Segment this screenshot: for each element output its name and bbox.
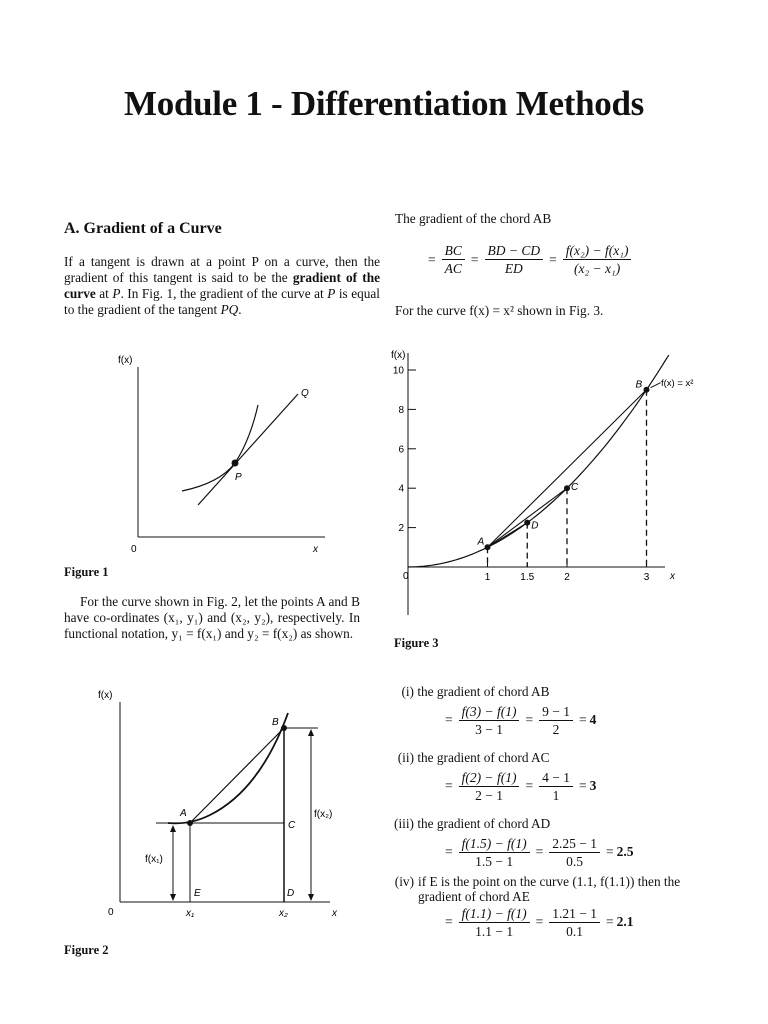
calc-num2: 2.25 − 1 (549, 836, 600, 853)
fig3-point-label: D (531, 520, 539, 532)
calc-equation: = $\frac{f(1.5) - f(1)}{1.5 - 1}$ = $\frac{2.25 - 1}{0.5}$ = 2.5 (445, 835, 634, 869)
fig3-xtick-label: 3 (643, 572, 650, 583)
fig2-curve (168, 713, 288, 823)
fig3-ylabel: f(x) (391, 350, 406, 361)
fig3-point (564, 485, 570, 491)
fig3-xlabel: x (670, 571, 675, 582)
p1-point-p: P (112, 286, 121, 301)
frac-ac: AC (444, 261, 462, 276)
calc-num2: 9 − 1 (539, 704, 573, 721)
figure-2-caption: Figure 2 (64, 943, 109, 957)
fig1-xlabel: x (313, 544, 318, 555)
fig2-origin: 0 (108, 907, 114, 918)
fig2-point-a (187, 820, 193, 826)
figure-1-graph (100, 345, 340, 560)
p1-text-h: . (238, 302, 242, 317)
p1-bold-term: gradient of the curve (64, 270, 380, 301)
fig3-point (524, 520, 530, 526)
calc-num: (iii) (394, 816, 414, 831)
calc-num1: f(3) − f(1) (459, 704, 520, 721)
frac-fx-diff: f(x₂) − f(x₁) (563, 243, 632, 260)
calc-num2: 4 − 1 (539, 770, 573, 787)
chord-intro: The gradient of the chord AB (395, 211, 552, 226)
calc-num: (i) (401, 684, 414, 699)
calc-text: if E is the point on the curve (1.1, f(1.1)) then the gradient of chord AE (418, 874, 681, 904)
fig2-fx2-arrowhead-top (308, 729, 314, 736)
fig3-point-label: B (635, 379, 643, 391)
page-title: Module 1 - Differentiation Methods (124, 84, 644, 123)
figure-1-caption: Figure 1 (64, 565, 109, 579)
frac-x-diff: (x₂ − x₁) (573, 261, 621, 276)
fig3-chord (488, 523, 528, 548)
calc-den1: 1.1 − 1 (475, 923, 514, 939)
fig2-label-x2: x₂ (279, 908, 288, 919)
fig2-label-fx2: f(x₂) (314, 809, 333, 820)
fig2-point-b (281, 725, 287, 731)
p1-text-a: If a tangent is drawn at a point P on a curve, then the gradient of this tangent is said to be the (64, 254, 380, 285)
fig3-ytick-label: 10 (392, 365, 404, 377)
calc-den1: 1.5 − 1 (475, 853, 514, 869)
calc-num1: f(2) − f(1) (459, 770, 520, 787)
figure-3-graph (385, 345, 715, 625)
fig3-xtick-label: 1.5 (520, 572, 535, 583)
fig1-label-p: P (235, 472, 242, 483)
frac-ed: ED (504, 261, 523, 276)
calc-num1: f(1.1) − f(1) (459, 906, 530, 923)
intro-paragraph (64, 254, 380, 318)
fig3-ytick-label: 2 (398, 523, 404, 535)
calc-num: (iv) (394, 874, 414, 889)
calc-text: the gradient of chord AB (417, 684, 550, 699)
fig3-xtick-label: 1 (484, 572, 491, 583)
fig2-fx1-arrowhead-top (170, 825, 176, 832)
fig3-ytick-label: 4 (398, 483, 404, 495)
fig1-tangent (198, 394, 298, 505)
fig3-xtick-label: 2 (564, 572, 570, 583)
frac-bc: BC (442, 243, 465, 260)
points-paragraph: For the curve shown in Fig. 2, let the points A and B have co-ordinates (x₁, y₁) and (x₂, y₂), respectively. In functional notation, y₁ = f(x₁) and y₂ = f(x₂) as shown. (64, 594, 360, 641)
calc-text: the gradient of chord AD (417, 816, 551, 831)
fig3-origin: 0 (403, 571, 409, 582)
calc-equation: = $\frac{f(3) - f(1)}{3 - 1}$ = $\frac{9 - 1}{2}$ = 4 (445, 703, 597, 737)
p1-text-d: . In Fig. 1, the gradient of the curve at (120, 286, 328, 301)
fig3-points (477, 380, 661, 551)
fig3-curve (408, 355, 669, 567)
fig3-point-label: C (571, 482, 579, 494)
calc-text: the gradient of chord AC (417, 750, 550, 765)
calc-den1: 3 − 1 (475, 721, 503, 737)
calc-num1: f(1.5) − f(1) (459, 836, 530, 853)
fig1-label-q: Q (301, 388, 309, 399)
p1-tangent-pq: PQ (220, 302, 239, 317)
calc-result: 2.5 (616, 844, 634, 859)
fig1-origin: 0 (131, 544, 137, 555)
calc-result: 3 (589, 778, 597, 793)
calc-num: (ii) (397, 750, 414, 765)
p1-point-p2: P (327, 286, 336, 301)
fig2-fx2-arrowhead-bottom (308, 894, 314, 901)
fig2-fx1-arrowhead-bottom (170, 894, 176, 901)
frac-bd-cd: BD − CD (485, 243, 544, 260)
fig3-point (644, 387, 650, 393)
fig3-curve-label: f(x) = x² (661, 378, 694, 389)
fig2-xlabel: x (332, 908, 337, 919)
fig2-ylabel: f(x) (98, 690, 113, 701)
calc-den1: 2 − 1 (475, 787, 503, 803)
fig1-curve (182, 405, 258, 491)
calc-item-2 (388, 750, 718, 804)
fig1-ylabel: f(x) (118, 355, 133, 366)
fig2-label-x1: x₁ (186, 908, 195, 919)
figure-2-graph (90, 680, 360, 925)
figure-3-caption: Figure 3 (394, 636, 439, 650)
calc-den2: 0.1 (566, 923, 584, 939)
fig2-label-b: B (272, 717, 279, 728)
fig3-point-label: A (477, 536, 485, 548)
fig2-label-d: D (287, 888, 295, 899)
fig3-chords (488, 390, 647, 567)
calc-result: 4 (589, 712, 597, 727)
p1-text-b: at (95, 286, 113, 301)
p1-text-f: is equal to the gradient of the tangent (64, 286, 380, 317)
fig1-point-p (232, 460, 239, 467)
fig2-label-a: A (180, 808, 187, 819)
fig3-ytick-label: 6 (398, 444, 404, 456)
calc-den2: 1 (552, 787, 560, 803)
calc-item-1 (388, 684, 718, 738)
calc-result: 2.1 (616, 914, 634, 929)
calc-den2: 2 (552, 721, 560, 737)
calc-item-4 (388, 874, 718, 940)
fig3-ticks (393, 366, 650, 584)
calc-item-3 (388, 816, 718, 870)
calc-den2: 0.5 (566, 853, 584, 869)
calc-equation: = $\frac{f(2) - f(1)}{2 - 1}$ = $\frac{4 - 1}{1}$ = 3 (445, 769, 597, 803)
fig2-label-fx1: f(x₁) (145, 854, 163, 865)
calc-num2: 1.21 − 1 (549, 906, 600, 923)
fig2-label-e: E (194, 888, 201, 899)
fig3-ytick-label: 8 (398, 404, 404, 416)
fig3-curve-label-pointer (651, 383, 661, 388)
fig2-chord-ab (190, 728, 284, 823)
section-heading: A. Gradient of a Curve (64, 220, 222, 237)
curve-intro: For the curve f(x) = x² shown in Fig. 3. (395, 303, 604, 318)
calculations (388, 684, 718, 940)
chord-formula: = $\frac{BC}{AC}$ = $\frac{BD - CD}{ED}$ = $\frac{\text{f(x₂) − f(x₁)}}{\text{(x₂ − x₁)}}$ (425, 243, 634, 276)
fig3-point (485, 544, 491, 550)
calc-equation: = $\frac{f(1.1) - f(1)}{1.1 - 1}$ = $\frac{1.21 - 1}{0.1}$ = 2.1 (445, 905, 634, 939)
fig2-label-c: C (288, 820, 296, 831)
